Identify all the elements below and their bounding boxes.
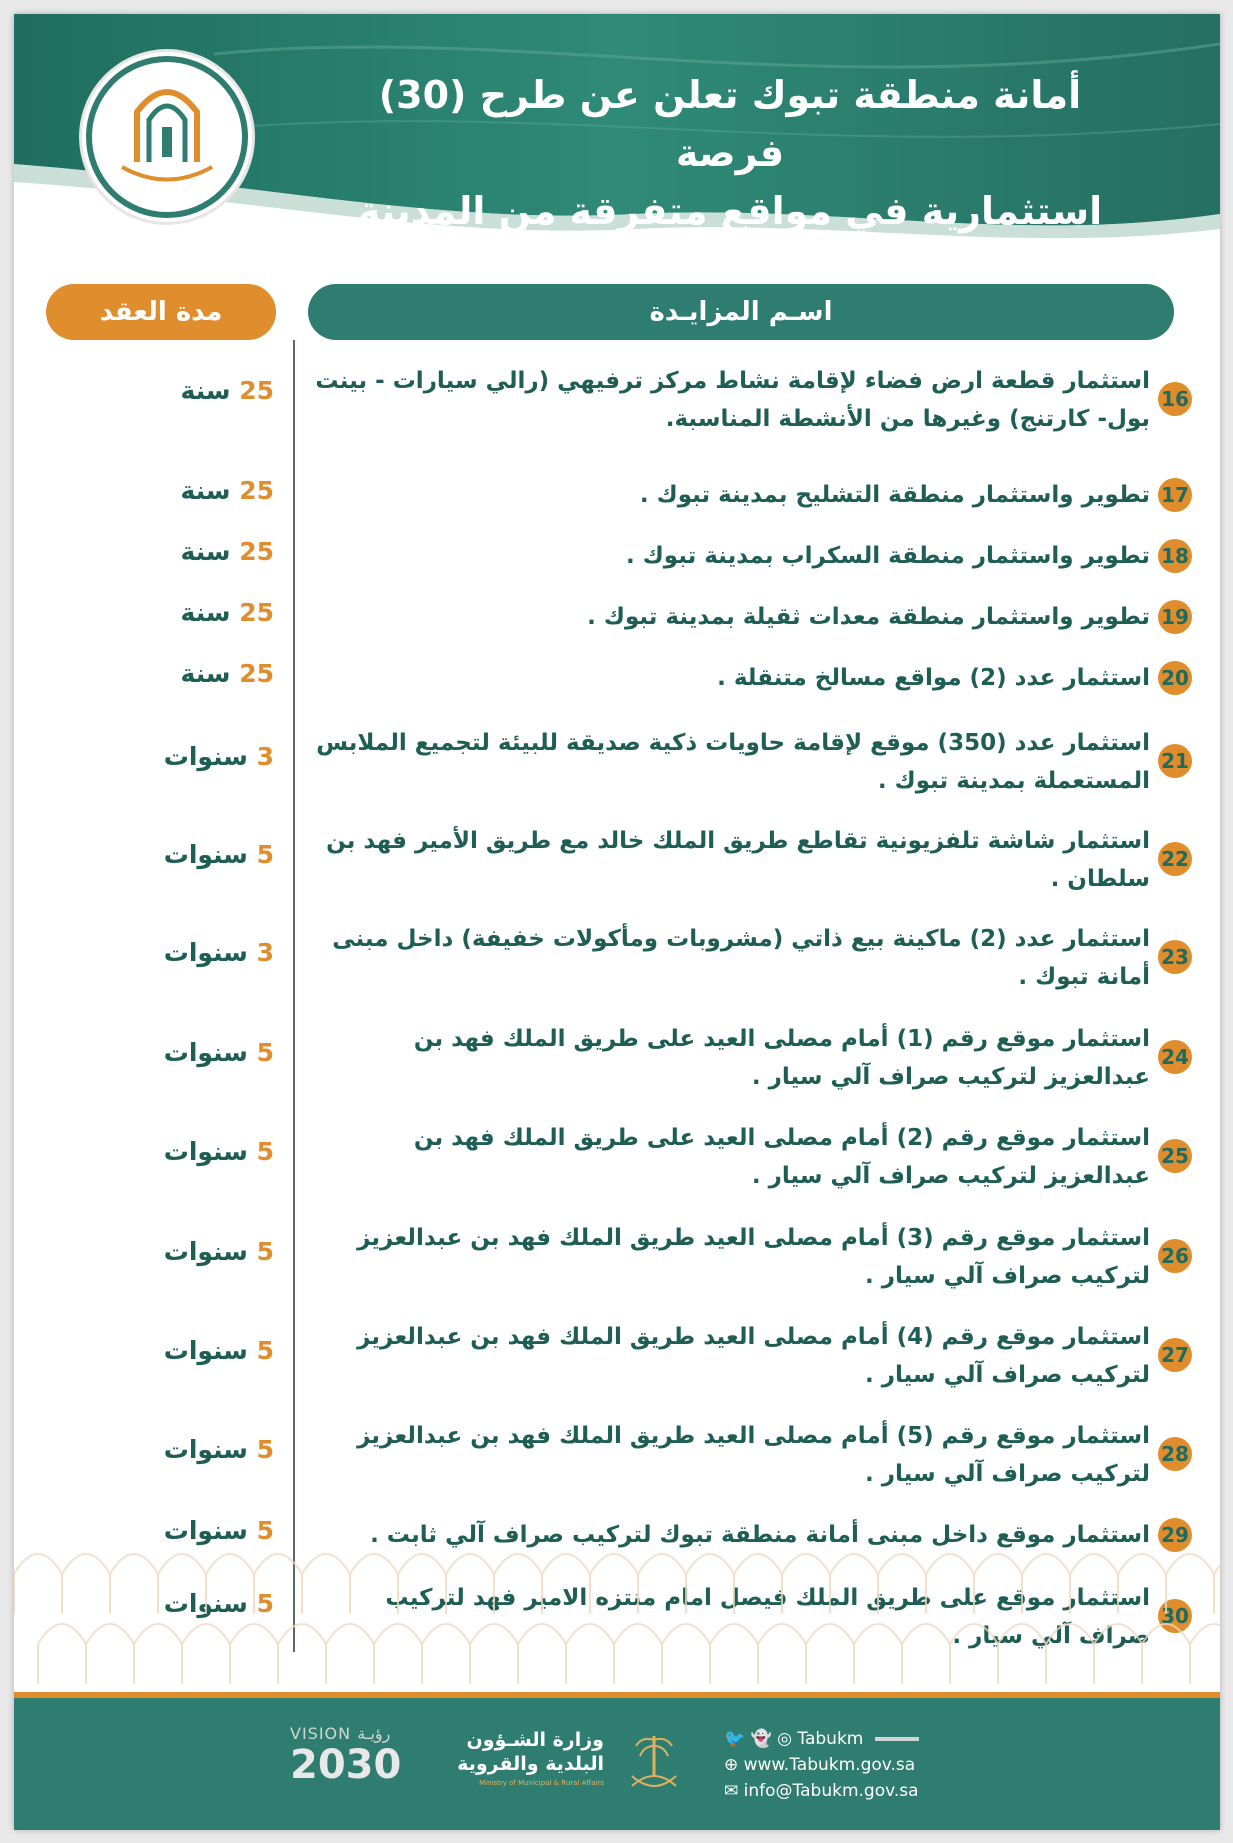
item-duration — [74, 742, 274, 771]
contact-info — [724, 1726, 919, 1804]
column-header-auction-name: اسـم المزايـدة — [308, 284, 1174, 340]
ministry-name-line1: وزارة الشـؤون — [466, 1729, 604, 1751]
item-number-badge: 25 — [1158, 1139, 1192, 1173]
arch-pattern-decoration — [14, 1494, 1220, 1694]
duration-number: 25 — [239, 537, 274, 566]
header-title-line1: أمانة منطقة تبوك تعلن عن طرح (30) فرصة — [378, 73, 1082, 175]
logo-emblem-icon — [82, 52, 252, 222]
duration-number: 25 — [239, 659, 274, 688]
tabuk-municipality-logo — [82, 52, 252, 222]
vision-ar-label: رؤيـة — [357, 1724, 391, 1743]
duration-number: 5 — [256, 1038, 274, 1067]
item-description: استثمار موقع رقم (5) أمام مصلى العيد طريق الملك فهد بن عبدالعزيز لتركيب صراف آلي سيار . — [357, 1423, 1150, 1487]
website-text: www.Tabukm.gov.sa — [743, 1755, 916, 1775]
item-number-badge: 27 — [1158, 1338, 1192, 1372]
duration-unit: سنوات — [163, 1237, 248, 1266]
item-duration — [74, 476, 274, 505]
column-divider — [293, 340, 295, 1652]
duration-unit: سنوات — [163, 1137, 248, 1166]
duration-unit: سنة — [180, 537, 231, 566]
duration-unit: سنوات — [163, 1336, 248, 1365]
duration-number: 25 — [239, 598, 274, 627]
duration-number: 25 — [239, 376, 274, 405]
duration-number: 5 — [256, 840, 274, 869]
ministry-name-line2: البلدية والقروية — [457, 1753, 604, 1775]
item-description: استثمار موقع رقم (4) أمام مصلى العيد طريق الملك فهد بن عبدالعزيز لتركيب صراف آلي سيار . — [357, 1324, 1150, 1388]
item-description: استثمار قطعة ارض فضاء لإقامة نشاط مركز ترفيهي (رالي سيارات - بينت بول- كارتنج) وغيرها من الأنشطة المناسبة. — [315, 368, 1150, 432]
column-header-contract-duration: مدة العقد — [46, 284, 276, 340]
vision-2030-logo — [290, 1724, 440, 1787]
duration-unit: سنة — [180, 598, 231, 627]
item-duration — [74, 659, 274, 688]
item-description: استثمار موقع رقم (3) أمام مصلى العيد طريق الملك فهد بن عبدالعزيز لتركيب صراف آلي سيار . — [357, 1225, 1150, 1289]
item-number-badge: 17 — [1158, 478, 1192, 512]
item-duration — [74, 1336, 274, 1365]
item-description: تطوير واستثمار منطقة السكراب بمدينة تبوك . — [625, 543, 1150, 569]
duration-unit: سنة — [180, 376, 231, 405]
announcement-page — [14, 14, 1220, 1830]
duration-number: 3 — [256, 742, 274, 771]
item-description: استثمار عدد (2) مواقع مسالخ متنقلة . — [717, 665, 1150, 691]
item-number-badge: 18 — [1158, 539, 1192, 573]
website-link[interactable] — [724, 1752, 919, 1778]
item-description: استثمار عدد (350) موقع لإقامة حاويات ذكية صديقة للبيئة لتجميع الملابس المستعملة بمدينة تبوك . — [316, 730, 1150, 794]
item-description: تطوير واستثمار منطقة معدات ثقيلة بمدينة تبوك . — [587, 604, 1150, 630]
item-description: استثمار شاشة تلفزيونية تقاطع طريق الملك خالد مع طريق الأمير فهد بن سلطان . — [326, 828, 1150, 892]
snapchat-icon: 👻 — [750, 1729, 772, 1749]
email-link[interactable] — [724, 1778, 919, 1804]
item-duration — [74, 1435, 274, 1464]
item-number-badge: 29 — [1158, 1518, 1192, 1552]
instagram-icon: ◎ — [777, 1729, 792, 1749]
item-number-badge: 22 — [1158, 842, 1192, 876]
duration-number: 5 — [256, 1435, 274, 1464]
item-duration — [74, 938, 274, 967]
item-description: تطوير واستثمار منطقة التشليح بمدينة تبوك . — [639, 482, 1150, 508]
footer-bar — [14, 1692, 1220, 1830]
duration-number: 5 — [256, 1237, 274, 1266]
duration-unit: سنوات — [163, 1516, 248, 1545]
header-title-line2: استثمارية في مواقع متفرقة من المدينة — [357, 189, 1103, 233]
item-number-badge: 21 — [1158, 744, 1192, 778]
envelope-icon: ✉ — [724, 1781, 739, 1801]
globe-icon: ⊕ — [724, 1755, 739, 1775]
duration-unit: سنوات — [163, 1589, 248, 1618]
handle-underline — [875, 1737, 919, 1741]
item-number-badge: 23 — [1158, 940, 1192, 974]
social-handle-text: Tabukm — [797, 1729, 864, 1749]
item-duration — [74, 598, 274, 627]
duration-number: 3 — [256, 938, 274, 967]
email-text: info@Tabukm.gov.sa — [743, 1781, 919, 1801]
item-number-badge: 19 — [1158, 600, 1192, 634]
item-number-badge: 20 — [1158, 661, 1192, 695]
vision-year: 2030 — [290, 1742, 402, 1788]
duration-number: 5 — [256, 1137, 274, 1166]
item-description: استثمار عدد (2) ماكينة بيع ذاتي (مشروبات ومأكولات خفيفة) داخل مبنى أمانة تبوك . — [332, 926, 1150, 990]
palm-swords-emblem-icon — [614, 1726, 694, 1806]
item-duration — [74, 537, 274, 566]
duration-unit: سنوات — [163, 840, 248, 869]
item-number-badge: 16 — [1158, 382, 1192, 416]
duration-number: 5 — [256, 1589, 274, 1618]
duration-unit: سنوات — [163, 1038, 248, 1067]
duration-number: 5 — [256, 1516, 274, 1545]
twitter-icon: 🐦 — [724, 1729, 746, 1749]
duration-unit: سنوات — [163, 742, 248, 771]
item-description: استثمار موقع رقم (2) أمام مصلى العيد على طريق الملك فهد بن عبدالعزيز لتركيب صراف آلي سيار . — [413, 1125, 1150, 1189]
item-duration — [74, 840, 274, 869]
duration-unit: سنة — [180, 476, 231, 505]
duration-unit: سنوات — [163, 938, 248, 967]
item-duration — [74, 376, 274, 405]
item-number-badge: 30 — [1158, 1599, 1192, 1633]
item-duration — [74, 1038, 274, 1067]
item-description: استثمار موقع داخل مبنى أمانة منطقة تبوك لتركيب صراف آلي ثابت . — [370, 1522, 1150, 1548]
item-number-badge: 24 — [1158, 1040, 1192, 1074]
item-number-badge: 28 — [1158, 1437, 1192, 1471]
item-duration — [74, 1137, 274, 1166]
duration-number: 25 — [239, 476, 274, 505]
duration-number: 5 — [256, 1336, 274, 1365]
item-number-badge: 26 — [1158, 1239, 1192, 1273]
duration-unit: سنة — [180, 659, 231, 688]
item-description: استثمار موقع على طريق الملك فيصل امام منتزه الامير فهد لتركيب صراف آلي سيار . — [385, 1585, 1150, 1649]
social-handle[interactable] — [724, 1726, 919, 1752]
ministry-logo-text — [454, 1728, 604, 1787]
item-description: استثمار موقع رقم (1) أمام مصلى العيد على طريق الملك فهد بن عبدالعزيز لتركيب صراف آلي سيار . — [413, 1026, 1150, 1090]
vision-en-label: VISION — [290, 1724, 352, 1743]
duration-unit: سنوات — [163, 1435, 248, 1464]
ministry-name-en: Ministry of Municipal & Rural Affairs — [479, 1779, 604, 1787]
item-duration — [74, 1237, 274, 1266]
header-title — [350, 66, 1110, 240]
